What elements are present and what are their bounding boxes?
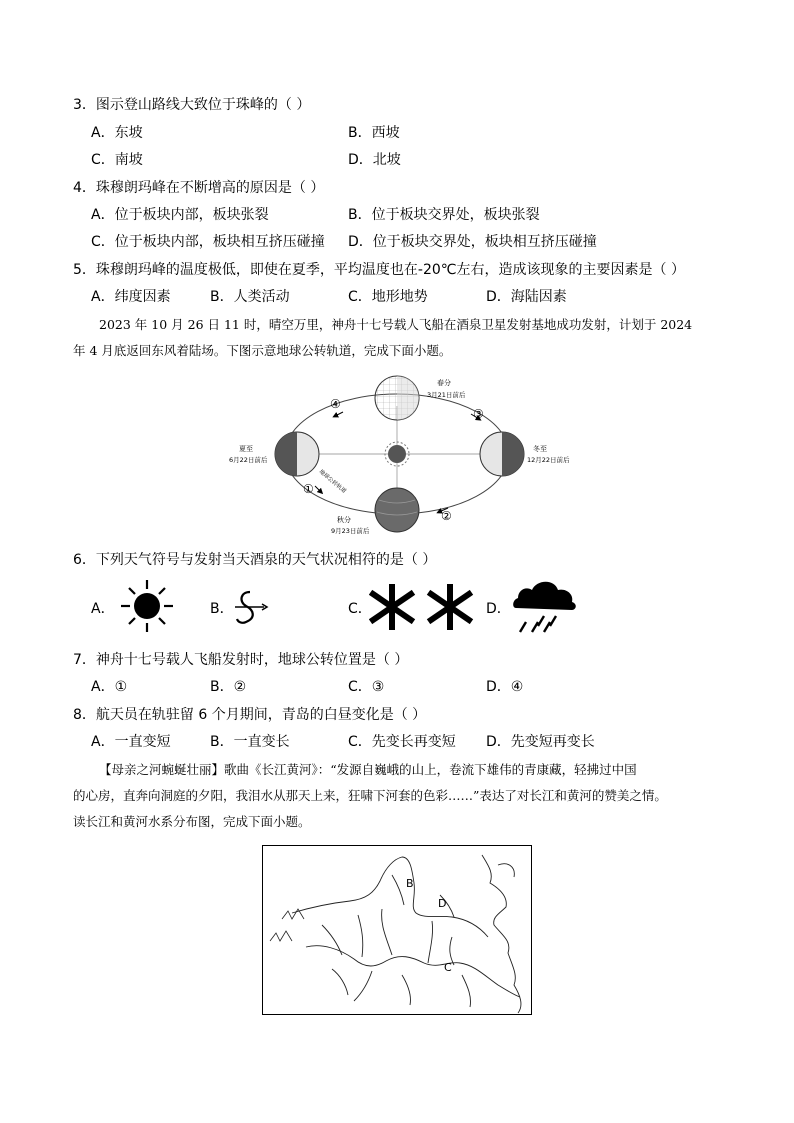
- orbit-marker-1: ①: [303, 482, 314, 496]
- orbit-marker-2: ②: [441, 509, 452, 523]
- q7-option-b[interactable]: B．②: [210, 679, 247, 695]
- question-5-stem: 5．珠穆朗玛峰的温度极低，即使在夏季，平均温度也在-20℃左右，造成该现象的主要因素是（ ）: [73, 262, 685, 278]
- intro2-line-1: 【母亲之河蜿蜒壮丽】歌曲《长江黄河》：“发源自巍峨的山上，卷流下雄伟的青康藏，轻拂过中国: [99, 762, 637, 777]
- summer-date: 6月22日前后: [229, 456, 268, 464]
- intro-line-2: 年 4 月底返回东风着陆场。下图示意地球公转轨道，完成下面小题。: [73, 343, 452, 358]
- intro-line-1: 2023 年 10 月 26 日 11 时，晴空万里，神舟十七号载人飞船在酒泉卫星发射基地成功发射，计划于 2024: [99, 317, 693, 332]
- q6-letter-a[interactable]: A．: [91, 601, 115, 617]
- q5-option-c[interactable]: C．地形地势: [348, 289, 428, 305]
- orbit-marker-3: ③: [473, 407, 484, 421]
- sun-icon: [385, 442, 409, 466]
- orbit-label: 地球公转轨道: [317, 468, 347, 495]
- q4-option-c[interactable]: C．位于板块内部，板块相互挤压碰撞: [91, 234, 325, 250]
- rain-icon: [512, 578, 578, 640]
- q7-option-c[interactable]: C．③: [348, 679, 385, 695]
- orbit-marker-4: ④: [330, 397, 341, 411]
- earth-summer-solstice: [275, 432, 319, 476]
- question-3-stem: 3．图示登山路线大致位于珠峰的（ ）: [73, 97, 311, 113]
- snow-icon: [369, 584, 475, 630]
- autumn-date: 9月23日前后: [331, 527, 370, 535]
- q5-option-b[interactable]: B．人类活动: [210, 289, 290, 305]
- intro-paragraph-launch: [73, 312, 733, 364]
- sandstorm-icon: [232, 588, 272, 628]
- question-8-stem: 8．航天员在轨驻留 6 个月期间，青岛的白昼变化是（ ）: [73, 707, 427, 723]
- map-label-b: B: [406, 877, 414, 890]
- sunny-icon: [116, 579, 178, 633]
- q3-option-c[interactable]: C．南坡: [91, 152, 143, 168]
- river-system-map: [262, 845, 532, 1015]
- autumn-name: 秋分: [337, 516, 351, 524]
- q3-option-d[interactable]: D．北坡: [348, 152, 401, 168]
- q6-letter-d[interactable]: D．: [486, 601, 511, 617]
- q8-option-c[interactable]: C．先变长再变短: [348, 734, 456, 750]
- q5-option-a[interactable]: A．纬度因素: [91, 289, 171, 305]
- map-label-d: D: [438, 897, 447, 910]
- question-6-stem: 6．下列天气符号与发射当天酒泉的天气状况相符的是（ ）: [73, 552, 437, 568]
- q8-option-a[interactable]: A．一直变短: [91, 734, 171, 750]
- summer-name: 夏至: [239, 445, 253, 453]
- earth-spring-equinox: [375, 376, 419, 420]
- q3-option-a[interactable]: A．东坡: [91, 125, 143, 141]
- map-label-c: C: [444, 961, 452, 974]
- q7-option-d[interactable]: D．④: [486, 679, 524, 695]
- intro-paragraph-rivers: [73, 757, 733, 835]
- q8-option-d[interactable]: D．先变短再变长: [486, 734, 595, 750]
- q4-option-a[interactable]: A．位于板块内部，板块张裂: [91, 207, 269, 223]
- q5-option-d[interactable]: D．海陆因素: [486, 289, 567, 305]
- q8-option-b[interactable]: B．一直变长: [210, 734, 290, 750]
- question-4-stem: 4．珠穆朗玛峰在不断增高的原因是（ ）: [73, 180, 325, 196]
- question-7-stem: 7．神舟十七号载人飞船发射时，地球公转位置是（ ）: [73, 652, 409, 668]
- spring-date: 3月21日前后: [427, 391, 466, 399]
- q6-letter-c[interactable]: C．: [348, 601, 372, 617]
- intro2-line-2: 的心房，直奔向洞庭的夕阳，我泪水从那天上来，狂啸下河套的色彩……”表达了对长江和黄河的赞美之情。: [73, 788, 667, 803]
- earth-autumn-equinox: [375, 488, 419, 532]
- intro2-line-3: 读长江和黄河水系分布图，完成下面小题。: [73, 814, 311, 829]
- earth-orbit-diagram: [215, 366, 580, 538]
- q6-letter-b[interactable]: B．: [210, 601, 234, 617]
- q4-option-d[interactable]: D．位于板块交界处，板块相互挤压碰撞: [348, 234, 597, 250]
- q3-option-b[interactable]: B．西坡: [348, 125, 400, 141]
- q4-option-b[interactable]: B．位于板块交界处，板块张裂: [348, 207, 540, 223]
- spring-name: 春分: [437, 379, 451, 387]
- winter-name: 冬至: [533, 445, 547, 453]
- q7-option-a[interactable]: A．①: [91, 679, 128, 695]
- earth-winter-solstice: [480, 432, 524, 476]
- winter-date: 12月22日前后: [527, 456, 570, 464]
